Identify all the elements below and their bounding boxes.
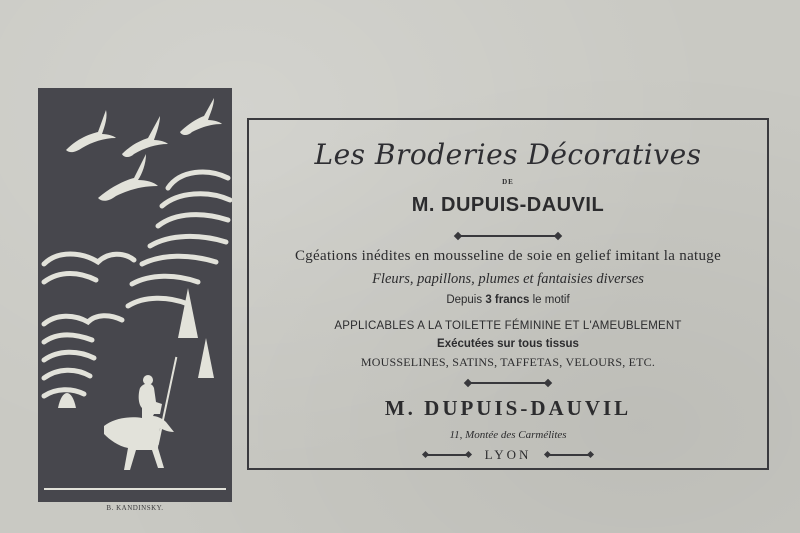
price-suffix: le motif xyxy=(529,294,570,306)
ornamental-tick-right xyxy=(547,454,591,456)
illustration-credit: B. KANDINSKY. xyxy=(106,504,164,512)
kandinsky-woodcut-illustration xyxy=(38,88,232,502)
ad-address: 11, Montée des Carmélites xyxy=(449,429,567,441)
woodcut-artwork xyxy=(38,88,232,502)
ad-uses-line: APPLICABLES A LA TOILETTE FÉMININE ET L'AMEUBLEMENT xyxy=(334,320,682,332)
ad-city: LYON xyxy=(484,447,532,462)
ad-proprietor-name: M. DUPUIS-DAUVIL xyxy=(411,194,605,216)
advertisement-frame xyxy=(247,118,769,470)
ad-connector: DE xyxy=(502,178,514,186)
ground-line xyxy=(44,488,226,490)
ad-signature-name: M. DUPUIS-DAUVIL xyxy=(384,396,632,420)
ad-city-row xyxy=(249,447,767,463)
ad-fabrics-heading: Exécutées sur tous tissus xyxy=(437,338,579,350)
ornamental-tick-left xyxy=(425,454,469,456)
price-amount: 3 francs xyxy=(485,294,530,306)
ad-products-line: Fleurs, papillons, plumes et fantaisies diverses xyxy=(372,271,644,287)
ad-creations-line: Cgéations inédites en mousseline de soie en gelief imitant la natuge xyxy=(294,248,722,264)
price-prefix: Depuis xyxy=(446,294,486,306)
ad-title: Les Broderies Décoratives xyxy=(314,138,702,171)
rider-head xyxy=(143,375,153,385)
ad-fabrics-list: MOUSSELINES, SATINS, TAFFETAS, VELOURS, ETC. xyxy=(360,355,656,369)
ad-price-line xyxy=(249,294,767,306)
